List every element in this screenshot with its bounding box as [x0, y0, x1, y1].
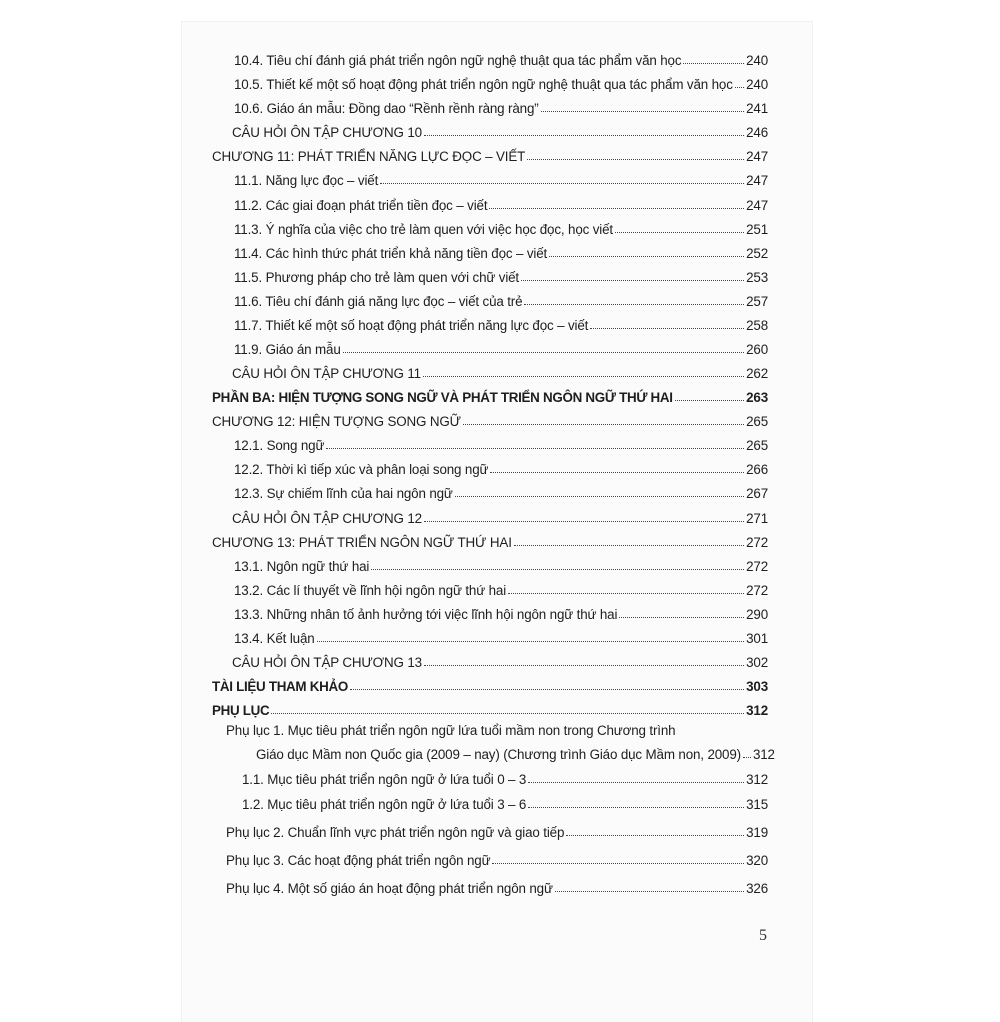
toc-entry-page: 266 [746, 462, 768, 478]
toc-entry [212, 381, 768, 405]
toc-entry-page: 301 [746, 630, 768, 646]
toc-entry-page: 258 [746, 317, 768, 333]
dot-leader [521, 280, 744, 281]
toc-entry-title: Phụ lục 4. Một số giáo án hoạt động phát triển ngôn ngữ [226, 881, 553, 897]
dot-leader [326, 448, 744, 449]
toc-entry [212, 333, 768, 357]
dot-leader [528, 807, 744, 808]
toc-entry [212, 598, 768, 622]
toc-entry-page: 257 [746, 293, 768, 309]
dot-leader [350, 689, 744, 690]
toc-entry-title: 10.4. Tiêu chí đánh giá phát triển ngôn ngữ nghệ thuật qua tác phẩm văn học [234, 53, 682, 69]
toc-entry-title: 11.7. Thiết kế một số hoạt động phát triển năng lực đọc – viết [234, 317, 589, 333]
toc-entry-page: 302 [746, 655, 768, 671]
toc-entry-page: 267 [746, 486, 768, 502]
toc-entry [212, 840, 768, 868]
dot-leader [528, 782, 744, 783]
toc-entry [212, 646, 768, 670]
table-of-contents [212, 44, 775, 897]
dot-leader [424, 521, 744, 522]
toc-entry-title: CHƯƠNG 12: HIỆN TƯỢNG SONG NGỮ [212, 414, 461, 430]
toc-entry-title: Phụ lục 3. Các hoạt động phát triển ngôn ngữ [226, 853, 491, 869]
toc-entry [212, 92, 768, 116]
toc-entry-title: 11.1. Năng lực đọc – viết [234, 173, 379, 189]
toc-entry-title: 11.3. Ý nghĩa của việc cho trẻ làm quen với việc học đọc, học viết [234, 221, 613, 237]
toc-entry-title: 11.5. Phương pháp cho trẻ làm quen với chữ viết [234, 269, 520, 285]
toc-entry-title: CÂU HỎI ÔN TẬP CHƯƠNG 13 [232, 655, 422, 671]
toc-entry-page: 241 [746, 101, 768, 117]
dot-leader [555, 891, 744, 892]
toc-entry-page: 253 [746, 269, 768, 285]
toc-entry-title: CÂU HỎI ÔN TẬP CHƯƠNG 11 [232, 366, 421, 382]
toc-entry [212, 812, 768, 840]
toc-entry-page: 312 [746, 772, 768, 788]
toc-entry [212, 44, 768, 68]
toc-entry-page: 315 [746, 797, 768, 813]
toc-entry-title: 13.2. Các lí thuyết về lĩnh hội ngôn ngữ thứ hai [234, 582, 507, 598]
toc-entry-page: 312 [752, 747, 775, 763]
dot-leader [590, 328, 744, 329]
toc-entry-title: PHỤ LỤC [212, 703, 270, 719]
toc-entry-title: 1.2. Mục tiêu phát triển ngôn ngữ ở lứa tuổi 3 – 6 [242, 797, 527, 813]
dot-leader [735, 87, 744, 88]
dot-leader [527, 159, 744, 160]
dot-leader [743, 757, 751, 758]
dot-leader [566, 835, 744, 836]
dot-leader [380, 183, 744, 184]
dot-leader [423, 376, 744, 377]
toc-entry [212, 622, 768, 646]
toc-entry [212, 68, 768, 92]
toc-entry-title: Giáo dục Mầm non Quốc gia (2009 – nay) (Chương trình Giáo dục Mầm non, 2009) [256, 747, 741, 763]
toc-entry [212, 526, 768, 550]
toc-entry [212, 285, 768, 309]
toc-entry [212, 357, 768, 381]
toc-entry-title: 10.5. Thiết kế một số hoạt động phát triển ngôn ngữ nghệ thuật qua tác phẩm văn học [234, 77, 733, 93]
dot-leader [463, 424, 744, 425]
toc-entry-title: 11.6. Tiêu chí đánh giá năng lực đọc – viết của trẻ [234, 293, 523, 309]
toc-entry [212, 116, 768, 140]
toc-entry-page: 252 [746, 245, 768, 261]
toc-entry-title: 11.4. Các hình thức phát triển khả năng tiền đọc – viết [234, 245, 548, 261]
toc-entry-page: 319 [746, 825, 768, 841]
toc-entry-title: 13.4. Kết luận [234, 630, 315, 646]
dot-leader [683, 63, 744, 64]
toc-entry-page: 247 [746, 197, 768, 213]
toc-entry-title: Phụ lục 2. Chuẩn lĩnh vực phát triển ngôn ngữ và giao tiếp [226, 825, 565, 841]
toc-entry-page: 260 [746, 342, 768, 358]
dot-leader [343, 352, 744, 353]
dot-leader [619, 617, 744, 618]
toc-entry-page: 326 [746, 881, 768, 897]
dot-leader [371, 569, 744, 570]
toc-entry [212, 429, 768, 453]
dot-leader [541, 111, 745, 112]
toc-entry-page: 240 [746, 53, 768, 69]
dot-leader [317, 641, 745, 642]
dot-leader [424, 135, 744, 136]
toc-entry-page: 262 [746, 366, 768, 382]
toc-entry [212, 213, 768, 237]
toc-entry-page: 240 [746, 77, 768, 93]
toc-entry [212, 453, 768, 477]
dot-leader [514, 545, 744, 546]
toc-entry-title: CÂU HỎI ÔN TẬP CHƯƠNG 12 [232, 510, 422, 526]
dot-leader [615, 232, 744, 233]
toc-entry-title: 12.2. Thời kì tiếp xúc và phân loại song ngữ [234, 462, 489, 478]
dot-leader [524, 304, 744, 305]
toc-entry-page: 290 [746, 606, 768, 622]
toc-entry-title: CHƯƠNG 11: PHÁT TRIỂN NĂNG LỰC ĐỌC – VIẾT [212, 149, 526, 165]
toc-entry-title: 12.1. Song ngữ [234, 438, 325, 454]
toc-entry-page: 263 [746, 390, 768, 406]
toc-entry-page: 320 [746, 853, 768, 869]
dot-leader [455, 496, 744, 497]
toc-entry [212, 477, 768, 501]
toc-entry-title: 12.3. Sự chiếm lĩnh của hai ngôn ngữ [234, 486, 453, 502]
toc-entry-page: 271 [746, 510, 768, 526]
toc-entry-title: PHẦN BA: HIỆN TƯỢNG SONG NGỮ VÀ PHÁT TRIỂN NGÔN NGỮ THỨ HAI [212, 390, 673, 406]
dot-leader [492, 863, 744, 864]
toc-entry [212, 738, 775, 763]
toc-entry-title: 13.1. Ngôn ngữ thứ hai [234, 558, 370, 574]
toc-entry [212, 405, 768, 429]
toc-entry [212, 261, 768, 285]
toc-entry-page: 247 [746, 173, 768, 189]
toc-entry-page: 265 [746, 414, 768, 430]
toc-entry-title: 13.3. Những nhân tố ảnh hưởng tới việc lĩnh hội ngôn ngữ thứ hai [234, 606, 618, 622]
toc-entry-page: 272 [746, 558, 768, 574]
dot-leader [549, 256, 744, 257]
toc-entry-page: 312 [746, 703, 768, 719]
toc-entry [212, 694, 768, 718]
toc-entry [212, 188, 768, 212]
toc-entry-page: 265 [746, 438, 768, 454]
toc-entry [212, 574, 768, 598]
page-number: 5 [759, 927, 767, 944]
toc-entry-title: Phụ lục 1. Mục tiêu phát triển ngôn ngữ lứa tuổi mầm non trong Chương trình [226, 723, 676, 739]
toc-entry-title: CHƯƠNG 13: PHÁT TRIỂN NGÔN NGỮ THỨ HAI [212, 534, 512, 550]
toc-entry [212, 787, 768, 812]
toc-entry [212, 550, 768, 574]
dot-leader [271, 713, 744, 714]
toc-entry-page: 246 [746, 125, 768, 141]
toc-entry-title: 1.1. Mục tiêu phát triển ngôn ngữ ở lứa tuổi 0 – 3 [242, 772, 527, 788]
toc-entry [212, 501, 768, 525]
toc-entry-page: 303 [746, 679, 768, 695]
dot-leader [490, 472, 744, 473]
toc-entry-page: 251 [746, 221, 768, 237]
dot-leader [675, 400, 744, 401]
dot-leader [489, 208, 744, 209]
dot-leader [424, 665, 744, 666]
toc-entry [212, 140, 768, 164]
toc-entry [212, 868, 768, 896]
toc-entry [212, 762, 768, 787]
toc-entry-title: 10.6. Giáo án mẫu: Đồng dao “Rềnh rềnh ràng ràng” [234, 101, 539, 117]
toc-entry [212, 164, 768, 188]
toc-entry-title: 11.9. Giáo án mẫu [234, 342, 341, 358]
dot-leader [508, 593, 744, 594]
toc-entry-page: 247 [746, 149, 768, 165]
toc-entry [212, 309, 768, 333]
toc-entry-title: CÂU HỎI ÔN TẬP CHƯƠNG 10 [232, 125, 422, 141]
toc-entry-page: 272 [746, 582, 768, 598]
toc-entry [212, 718, 768, 738]
toc-entry-title: TÀI LIỆU THAM KHẢO [212, 679, 348, 695]
toc-entry [212, 670, 768, 694]
toc-entry-title: 11.2. Các giai đoạn phát triển tiền đọc – viết [234, 197, 488, 213]
toc-entry [212, 237, 768, 261]
toc-entry-page: 272 [746, 534, 768, 550]
